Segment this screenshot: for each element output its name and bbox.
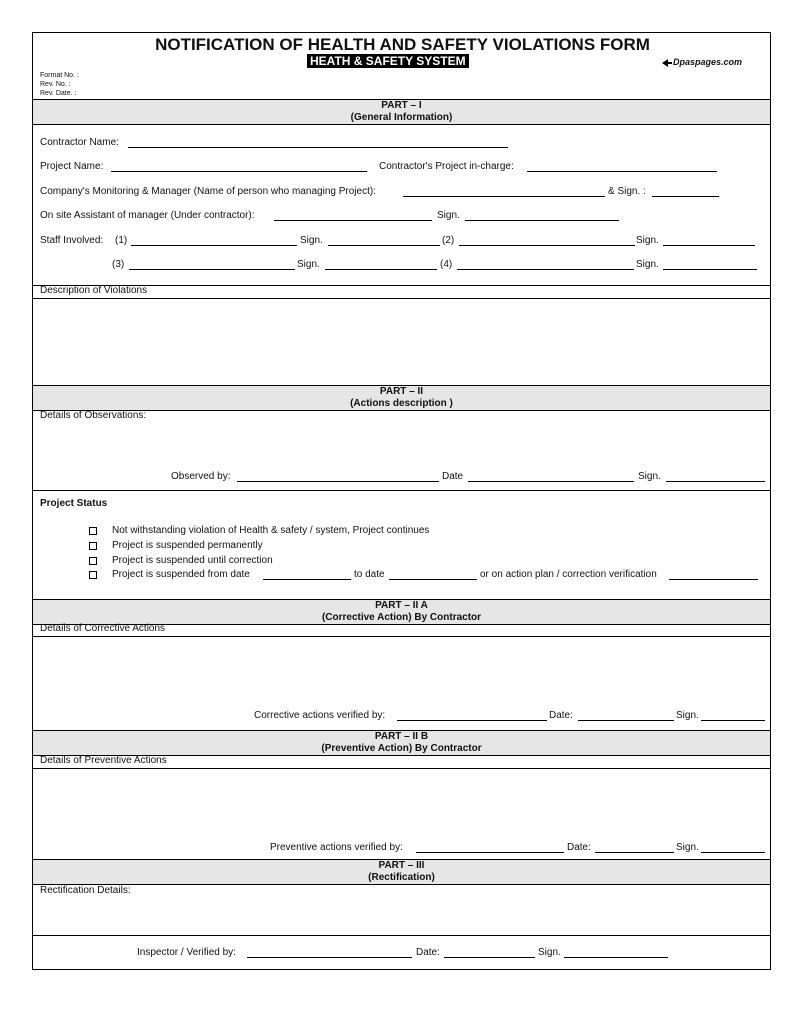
preventive-sign-field[interactable] [701,852,765,853]
part1-heading: PART – I [381,100,422,111]
part3-subheading: (Rectification) [368,872,435,883]
description-area[interactable] [33,299,770,385]
observed-date-label: Date [442,471,464,482]
divider [33,935,770,936]
inspector-date-label: Date: [416,947,440,958]
part3-header [33,860,770,884]
project-status-title: Project Status [40,498,108,509]
corrective-verified-by-label: Corrective actions verified by: [254,710,386,721]
brand-text: Dpaspages.com [673,57,743,67]
corrective-sign-field[interactable] [701,720,765,721]
preventive-actions-label: Details of Preventive Actions [40,755,167,766]
part2a-subheading: (Corrective Action) By Contractor [321,612,482,623]
action-plan-field[interactable] [669,579,758,580]
observations-label: Details of Observations: [40,410,147,421]
manager-sign-label: & Sign. : [608,186,646,197]
action-plan-label: or on action plan / correction verification [480,569,657,580]
divider [33,884,770,885]
preventive-sign-label: Sign. [676,842,699,853]
status-from-date-checkbox[interactable] [89,571,97,579]
rectification-details-area[interactable] [33,898,770,934]
staff-3-name-field[interactable] [129,269,295,270]
onsite-assistant-field[interactable] [274,220,432,221]
suspended-from-date-field[interactable] [263,579,351,580]
staff-3-label: (3) [112,259,125,270]
staff-1-name-field[interactable] [131,245,297,246]
part2-heading: PART – II [379,386,424,397]
staff-4-name-field[interactable] [457,269,634,270]
format-no-label: Format No. : [40,72,79,79]
preventive-date-field[interactable] [595,852,674,853]
observed-sign-field[interactable] [666,481,765,482]
part2a-header [33,600,770,624]
arrow-logo-icon [661,58,673,68]
staff-2-sign-field[interactable] [663,245,755,246]
status-from-date-label: Project is suspended from date [112,569,250,580]
form-title: NOTIFICATION OF HEALTH AND SAFETY VIOLATIONS FORM [155,35,650,54]
inspector-field[interactable] [247,957,412,958]
description-label: Description of Violations [40,285,148,296]
corrective-actions-area[interactable] [33,637,770,703]
inspector-sign-field[interactable] [564,957,668,958]
project-name-label: Project Name: [40,161,104,172]
rev-date-label: Rev. Date. : [40,90,77,97]
project-incharge-field[interactable] [527,171,717,172]
part2-subheading: (Actions description ) [350,398,453,409]
suspended-to-date-field[interactable] [389,579,477,580]
observed-by-field[interactable] [237,481,439,482]
staff-1-sign-field[interactable] [328,245,440,246]
part2a-heading: PART – II A [375,600,428,611]
project-name-field[interactable] [111,171,367,172]
contractor-name-field[interactable] [128,147,508,148]
corrective-date-field[interactable] [578,720,674,721]
company-manager-label: Company's Monitoring & Manager (Name of person who managing Project): [40,186,376,197]
status-permanent-checkbox[interactable] [89,542,97,550]
observations-area[interactable] [33,423,770,463]
staff-4-label: (4) [440,259,453,270]
staff-1-sign-label: Sign. [300,235,323,246]
status-continues-label: Not withstanding violation of Health & safety / system, Project continues [112,525,430,536]
observed-sign-label: Sign. [638,471,661,482]
staff-4-sign-field[interactable] [663,269,757,270]
corrective-sign-label: Sign. [676,710,699,721]
preventive-verified-by-field[interactable] [416,852,564,853]
staff-2-sign-label: Sign. [636,235,659,246]
divider [33,124,770,125]
rectification-details-label: Rectification Details: [40,885,131,896]
inspector-label: Inspector / Verified by: [137,947,236,958]
assistant-sign-field[interactable] [465,220,619,221]
part1-header [33,100,770,124]
status-continues-checkbox[interactable] [89,527,97,535]
part2b-heading: PART – II B [374,731,429,742]
onsite-assistant-label: On site Assistant of manager (Under contractor): [40,210,255,221]
staff-1-label: (1) [115,235,128,246]
corrective-date-label: Date: [549,710,573,721]
company-manager-field[interactable] [403,196,605,197]
staff-3-sign-field[interactable] [325,269,437,270]
preventive-date-label: Date: [567,842,591,853]
rev-no-label: Rev. No. : [40,81,71,88]
observed-by-label: Observed by: [171,471,231,482]
contractor-name-label: Contractor Name: [40,137,119,148]
staff-2-label: (2) [442,235,455,246]
part3-heading: PART – III [378,860,425,871]
assistant-sign-label: Sign. [437,210,460,221]
inspector-date-field[interactable] [444,957,535,958]
part2-header [33,386,770,410]
manager-sign-field[interactable] [652,196,719,197]
staff-2-name-field[interactable] [459,245,635,246]
to-date-label: to date [354,569,385,580]
part1-subheading: (General Information) [350,112,453,123]
preventive-verified-by-label: Preventive actions verified by: [270,842,403,853]
part2b-header [33,731,770,755]
form-frame [32,32,771,970]
corrective-actions-label: Details of Corrective Actions [40,623,166,634]
form-subtitle: HEATH & SAFETY SYSTEM [307,54,469,68]
staff-4-sign-label: Sign. [636,259,659,270]
status-until-correction-label: Project is suspended until correction [112,555,273,566]
status-until-correction-checkbox[interactable] [89,557,97,565]
project-incharge-label: Contractor's Project in-charge: [379,161,514,172]
divider [33,490,770,491]
preventive-actions-area[interactable] [33,769,770,835]
brand-logo [661,57,742,68]
corrective-verified-by-field[interactable] [397,720,547,721]
staff-3-sign-label: Sign. [297,259,320,270]
staff-involved-label: Staff Involved: [40,235,104,246]
part2b-subheading: (Preventive Action) By Contractor [321,743,482,754]
observed-date-field[interactable] [468,481,634,482]
inspector-sign-label: Sign. [538,947,561,958]
status-permanent-label: Project is suspended permanently [112,540,263,551]
